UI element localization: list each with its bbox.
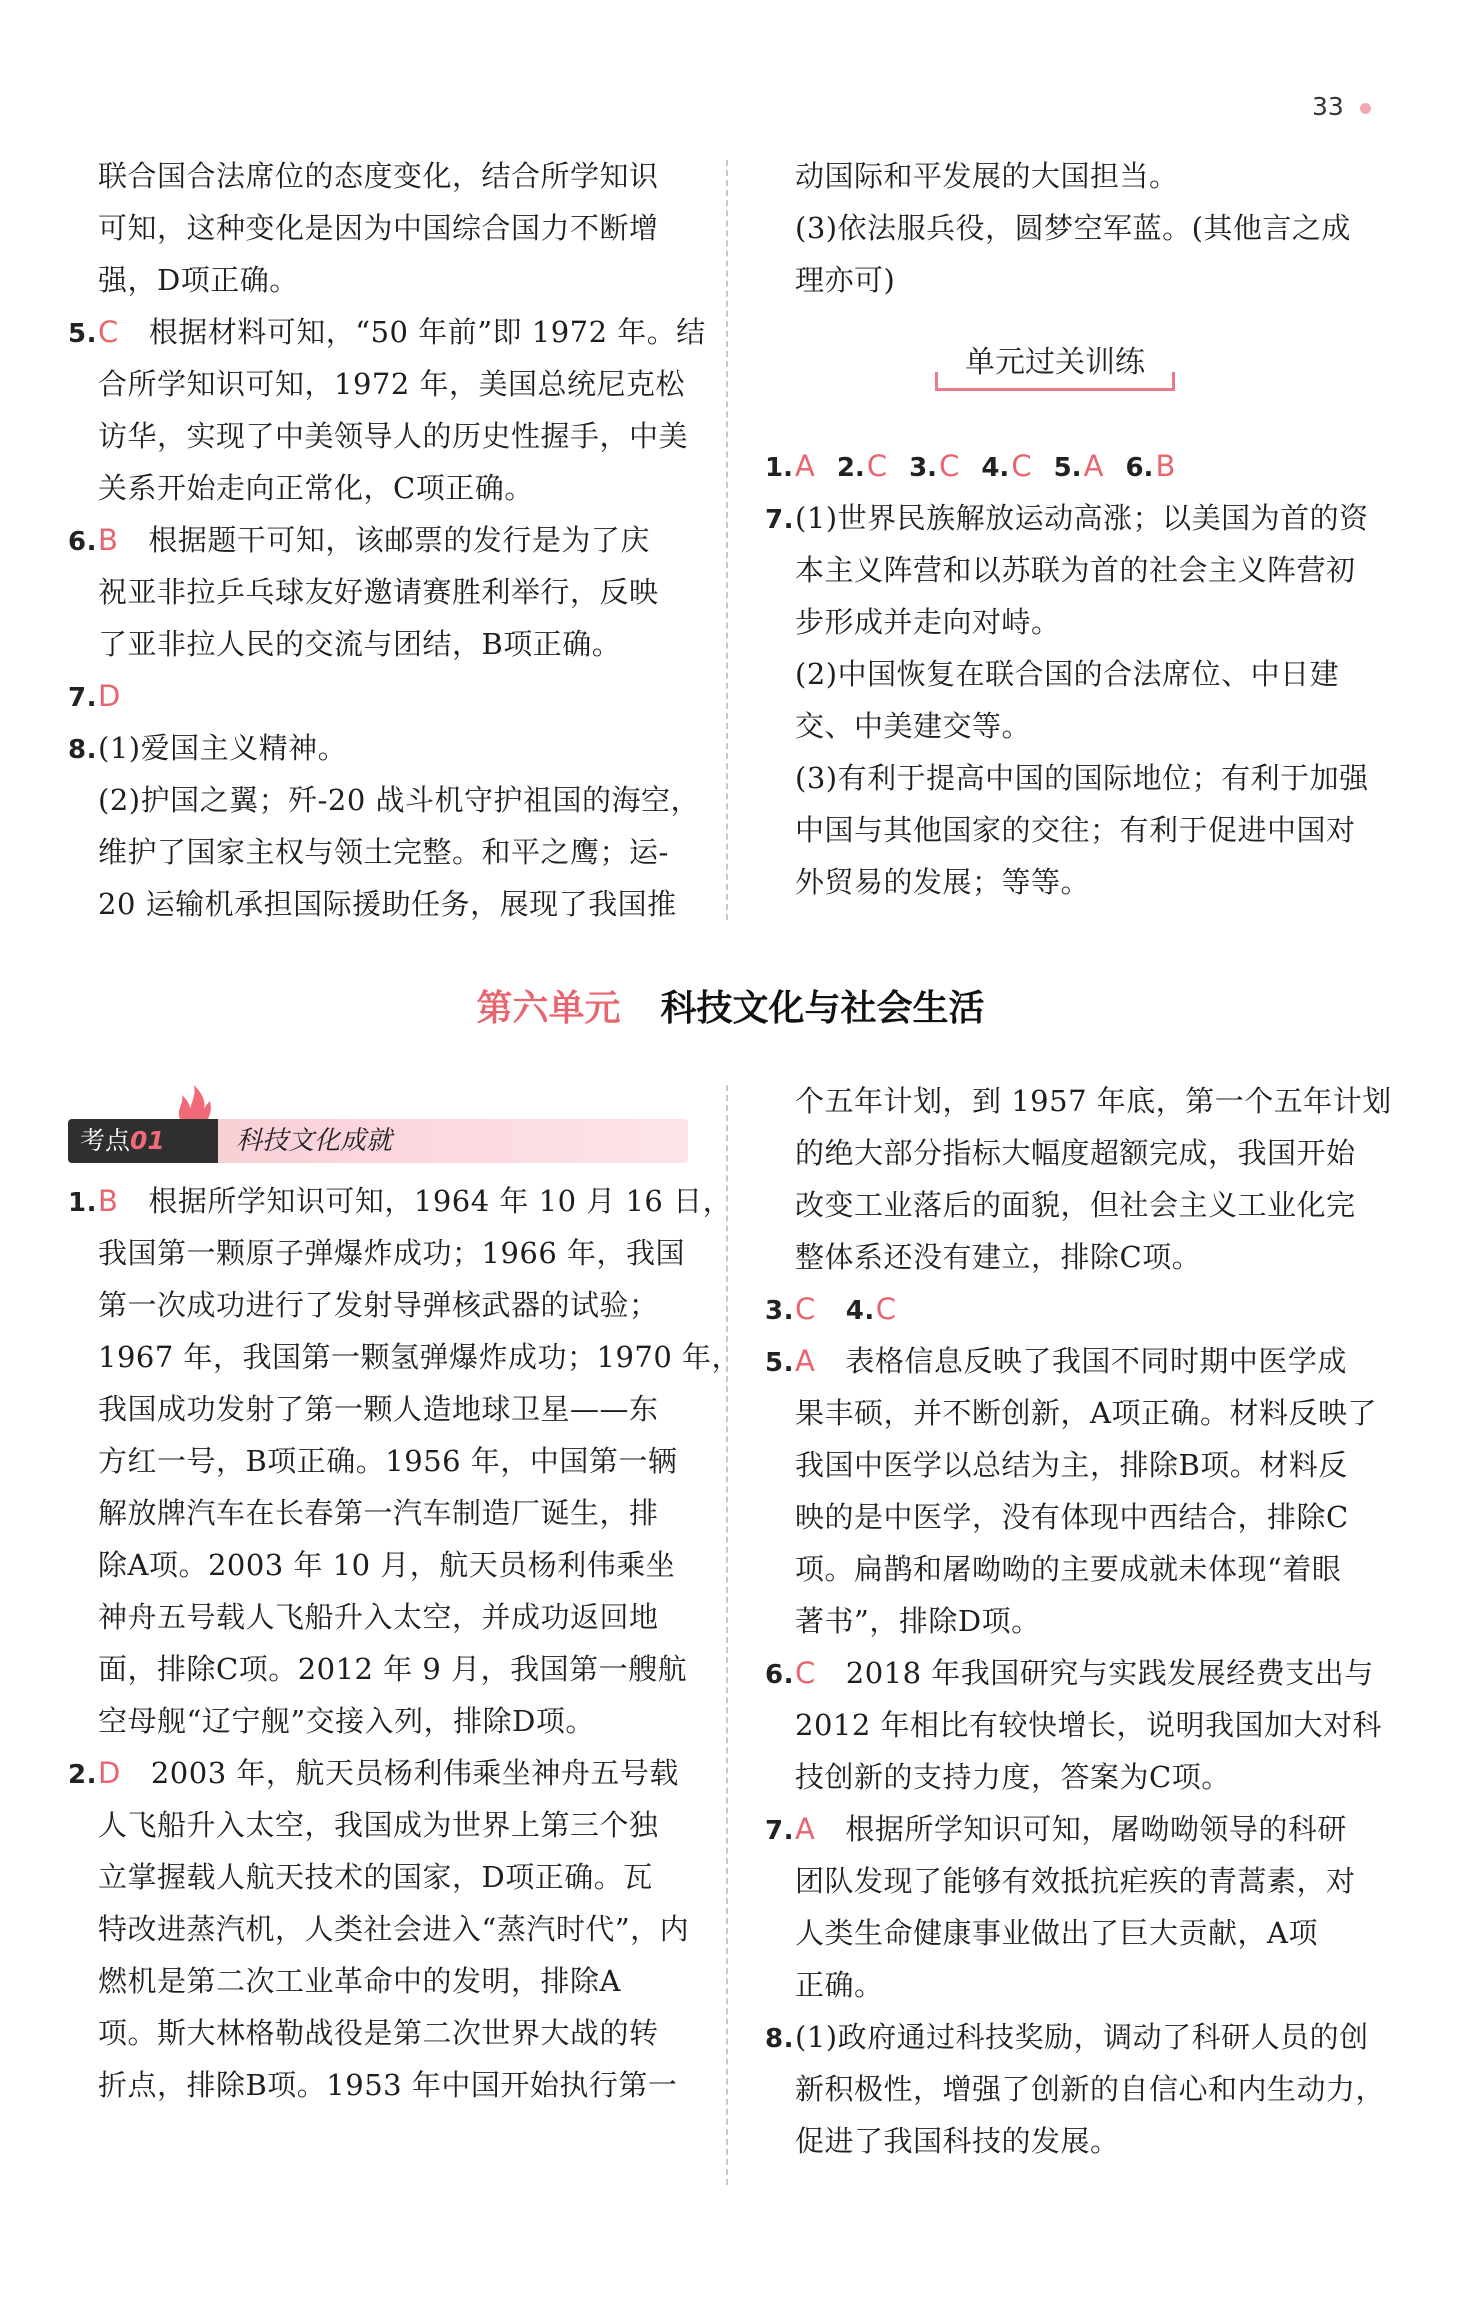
answer-line [68,358,698,410]
answer-item [765,1647,1395,1699]
answer-line [765,1439,1395,1491]
answer-letter: A [1083,449,1104,483]
answer-line [765,202,1395,254]
answer-item [765,2011,1395,2063]
question-number: 6. [765,1660,794,1690]
answer-line [765,1855,1395,1907]
answer-letter: C [795,1656,816,1690]
answer-line [68,254,698,306]
section-name: 科技文化与社会生活 [660,988,985,1029]
section-title [0,980,1461,1031]
section-unit: 第六单元 [476,988,621,1029]
mc-answer [909,440,959,494]
answer-line [765,1127,1395,1179]
answer-line [68,1487,698,1539]
answer-item [68,722,698,774]
explanation-text: 1967 年，我国第一颗氢弹爆炸成功；1970 年， [98,1340,742,1374]
unit-test-answers [765,440,1395,908]
answer-line [68,566,698,618]
answer-line [68,1279,698,1331]
question-number: 7. [765,1816,794,1846]
kaodian-label: 科技文化成就 [236,1126,393,1156]
answer-line [765,2115,1395,2167]
answer-line [765,856,1395,908]
answer-item [765,492,1395,544]
flame-icon [174,1085,214,1119]
explanation-text: 团队发现了能够有效抵抗疟疾的青蒿素，对 [795,1864,1356,1898]
explanation-text: 根据所学知识可知，1964 年 10 月 16 日， [148,1184,733,1218]
explanation-text: 人类生命健康事业做出了巨大贡献，A项 [795,1916,1318,1950]
column-divider-top [726,160,728,920]
mc-answer [981,440,1031,494]
explanation-text: 外贸易的发展；等等。 [795,865,1091,899]
answer-line [68,1851,698,1903]
explanation-text: 燃机是第二次工业革命中的发明，排除A [98,1964,621,1998]
answer-line [765,1699,1395,1751]
answer-item [765,1803,1395,1855]
explanation-text: (3)有利于提高中国的国际地位；有利于加强 [795,761,1369,795]
explanation-text: 访华，实现了中美领导人的历史性握手，中美 [98,419,689,453]
explanation-text: 项。扁鹊和屠呦呦的主要成就未体现“着眼 [795,1552,1342,1586]
explanation-text: 神舟五号载人飞船升入太空，并成功返回地 [98,1600,659,1634]
explanation-text: 根据所学知识可知，屠呦呦领导的科研 [845,1812,1347,1846]
answer-letter: C [98,315,119,349]
question-number: 2. [836,453,865,483]
explanation-text: 第一次成功进行了发射导弹核武器的试验； [98,1288,659,1322]
answer-line [765,1387,1395,1439]
explanation-text: 项。斯大林格勒战役是第二次世界大战的转 [98,2016,659,2050]
question-number: 6. [68,527,97,557]
explanation-text: 2012 年相比有较快增长，说明我国加大对科 [795,1708,1383,1742]
unit-test-title-underline [935,388,1175,391]
question-number: 3. [909,453,938,483]
answer-line [765,1075,1395,1127]
explanation-text: 关系开始走向正常化，C项正确。 [98,471,534,505]
mc-answer [1125,440,1175,494]
answer-line [765,1907,1395,1959]
explanation-text: 合所学知识可知，1972 年，美国总统尼克松 [98,367,686,401]
page-number-dot [1360,103,1371,114]
bottom-right-column [765,1075,1395,2167]
explanation-text: 个五年计划，到 1957 年底，第一个五年计划 [795,1084,1392,1118]
answer-line [68,878,698,930]
question-number: 7. [765,505,794,535]
explanation-text: 空母舰“辽宁舰”交接入列，排除D项。 [98,1704,595,1738]
question-number: 4. [981,453,1010,483]
answer-line [68,2059,698,2111]
mc-answer [765,440,815,494]
answer-line [68,1331,742,1383]
explanation-text: 我国第一颗原子弹爆炸成功；1966 年，我国 [98,1236,686,1270]
answer-line [765,1959,1395,2011]
explanation-text: 果丰硕，并不断创新，A项正确。材料反映了 [795,1396,1377,1430]
answer-line [68,1383,698,1435]
page-number: 33 [1312,92,1344,121]
answer-line [68,150,698,202]
explanation-text: 面，排除C项。2012 年 9 月，我国第一艘航 [98,1652,688,1686]
explanation-text: 映的是中医学，没有体现中西结合，排除C [795,1500,1349,1534]
kaodian-tag [68,1119,218,1163]
answer-letter: C [875,1292,897,1326]
explanation-text: 特改进蒸汽机，人类社会进入“蒸汽时代”，内 [98,1912,690,1946]
explanation-text: 理亦可) [795,263,896,297]
answer-line [68,1695,698,1747]
answer-item [68,1175,733,1227]
answer-letter: C [939,449,960,483]
answer-item [68,306,706,358]
answer-letter: C [1011,449,1032,483]
answer-letter: C [866,449,888,483]
answer-item [68,514,698,566]
answer-line [68,462,698,514]
question-number: 5. [1053,453,1082,483]
explanation-text: (1)爱国主义精神。 [98,731,348,765]
explanation-text: 整体系还没有建立，排除C项。 [795,1240,1202,1274]
answer-line [765,1179,1395,1231]
kaodian-number: 01 [130,1126,165,1155]
answer-line [765,150,1395,202]
explanation-text: 动国际和平发展的大国担当。 [795,159,1179,193]
answer-line [68,1955,698,2007]
explanation-text: (3)依法服兵役，圆梦空军蓝。(其他言之成 [795,211,1351,245]
explanation-text: 折点，排除B项。1953 年中国开始执行第一 [98,2068,678,2102]
bottom-left-column [68,1175,742,2111]
answer-line [68,618,698,670]
explanation-text: 我国中医学以总结为主，排除B项。材料反 [795,1448,1348,1482]
answer-letter: D [98,1756,121,1790]
question-number: 4. [845,1296,875,1326]
explanation-text: 正确。 [795,1968,884,2002]
answer-line [68,410,698,462]
column-divider-bottom [726,1085,728,2185]
explanation-text: 2003 年，航天员杨利伟乘坐神舟五号载 [150,1756,679,1790]
explanation-text: 了亚非拉人民的交流与团结，B项正确。 [98,627,622,661]
question-number: 5. [765,1348,794,1378]
answer-line [68,1799,698,1851]
answer-line [765,254,1395,306]
question-number: 8. [765,2024,794,2054]
explanation-text: 新积极性，增强了创新的自信心和内生动力， [795,2072,1386,2106]
answer-line [68,1591,698,1643]
explanation-text: 技创新的支持力度，答案为C项。 [795,1760,1231,1794]
unit-test-q7 [765,492,1395,908]
answer-letter: B [1155,449,1176,483]
explanation-text: 2018 年我国研究与实践发展经费支出与 [845,1656,1374,1690]
question-number: 6. [1125,453,1154,483]
answer-line [765,1595,1395,1647]
top-left-column [68,150,706,930]
explanation-text: 的绝大部分指标大幅度超额完成，我国开始 [795,1136,1356,1170]
answer-letter: D [98,679,121,713]
answer-line [68,2007,698,2059]
top-right-continuation [765,150,1395,306]
answer-line [765,1491,1395,1543]
explanation-text: 根据材料可知，“50 年前”即 1972 年。结 [148,315,706,349]
answer-line [765,1543,1395,1595]
answer-letter: A [795,449,815,483]
explanation-text: 根据题干可知，该邮票的发行是为了庆 [148,523,650,557]
explanation-text: 本主义阵营和以苏联为首的社会主义阵营初 [795,553,1356,587]
explanation-text: 祝亚非拉乒乓球友好邀请赛胜利举行，反映 [98,575,659,609]
answer-line [765,1231,1395,1283]
answer-line [765,648,1395,700]
explanation-text: 立掌握载人航天技术的国家，D项正确。瓦 [98,1860,653,1894]
answer-letter: B [98,1184,119,1218]
kaodian-tag-text: 考点 [80,1126,131,1155]
answer-item [68,1747,698,1799]
answer-line [765,596,1395,648]
explanation-text: 交、中美建交等。 [795,709,1032,743]
answer-letter: A [795,1344,816,1378]
explanation-text: 除A项。2003 年 10 月，航天员杨利伟乘坐 [98,1548,676,1582]
question-number: 3. [765,1296,794,1326]
explanation-text: (2)护国之翼；歼-20 战斗机守护祖国的海空， [98,783,700,817]
unit-test-title-bracket-right [1172,372,1175,391]
explanation-text: 中国与其他国家的交往；有利于促进中国对 [795,813,1356,847]
mc-answer [1054,440,1104,494]
question-number: 2. [68,1760,97,1790]
answer-line [765,752,1395,804]
explanation-text: 促进了我国科技的发展。 [795,2124,1120,2158]
answer-line [765,700,1395,752]
top-right-column [765,150,1395,306]
answer-line [68,1539,698,1591]
kaodian-banner [68,1115,688,1165]
answer-letter: B [98,523,119,557]
answer-line [765,1751,1395,1803]
explanation-text: 可知，这种变化是因为中国综合国力不断增 [98,211,659,245]
answer-letter: C [795,1292,816,1326]
answer-item [68,670,698,722]
explanation-text: 联合国合法席位的态度变化，结合所学知识 [98,159,659,193]
explanation-text: (2)中国恢复在联合国的合法席位、中日建 [795,657,1340,691]
explanation-text: 步形成并走向对峙。 [795,605,1061,639]
answer-line [68,202,698,254]
mc-answer [837,440,887,494]
explanation-text: (1)世界民族解放运动高涨；以美国为首的资 [795,501,1369,535]
answer-line [68,826,698,878]
explanation-text: 表格信息反映了我国不同时期中医学成 [845,1344,1347,1378]
unit-test-title: 单元过关训练 [965,345,1145,380]
answer-line [68,774,698,826]
answer-line [68,1227,698,1279]
explanation-text: 强，D项正确。 [98,263,299,297]
answer-line [68,1903,698,1955]
answer-line [765,544,1395,596]
explanation-text: 解放牌汽车在长春第一汽车制造厂诞生，排 [98,1496,659,1530]
answer-line [68,1643,698,1695]
question-number: 1. [68,1188,97,1218]
explanation-text: 著书”，排除D项。 [795,1604,1041,1638]
answer-letter: A [795,1812,816,1846]
question-number: 5. [68,319,97,349]
answer-line [765,804,1395,856]
answer-line [68,1435,698,1487]
explanation-text: (1)政府通过科技奖励，调动了科研人员的创 [795,2020,1369,2054]
explanation-text: 人飞船升入太空，我国成为世界上第三个独 [98,1808,659,1842]
explanation-text: 20 运输机承担国际援助任务，展现了我国推 [98,887,677,921]
mc-answer-row [765,440,1395,492]
explanation-text: 维护了国家主权与领土完整。和平之鹰；运- [98,835,669,869]
explanation-text: 改变工业落后的面貌，但社会主义工业化完 [795,1188,1356,1222]
answer-item [765,1335,1395,1387]
explanation-text: 我国成功发射了第一颗人造地球卫星——东 [98,1392,659,1426]
explanation-text: 方红一号，B项正确。1956 年，中国第一辆 [98,1444,678,1478]
question-number: 8. [68,735,97,765]
question-number: 7. [68,683,97,713]
question-number: 1. [765,453,793,483]
answer-line [765,2063,1395,2115]
answer-line [765,1283,1395,1335]
